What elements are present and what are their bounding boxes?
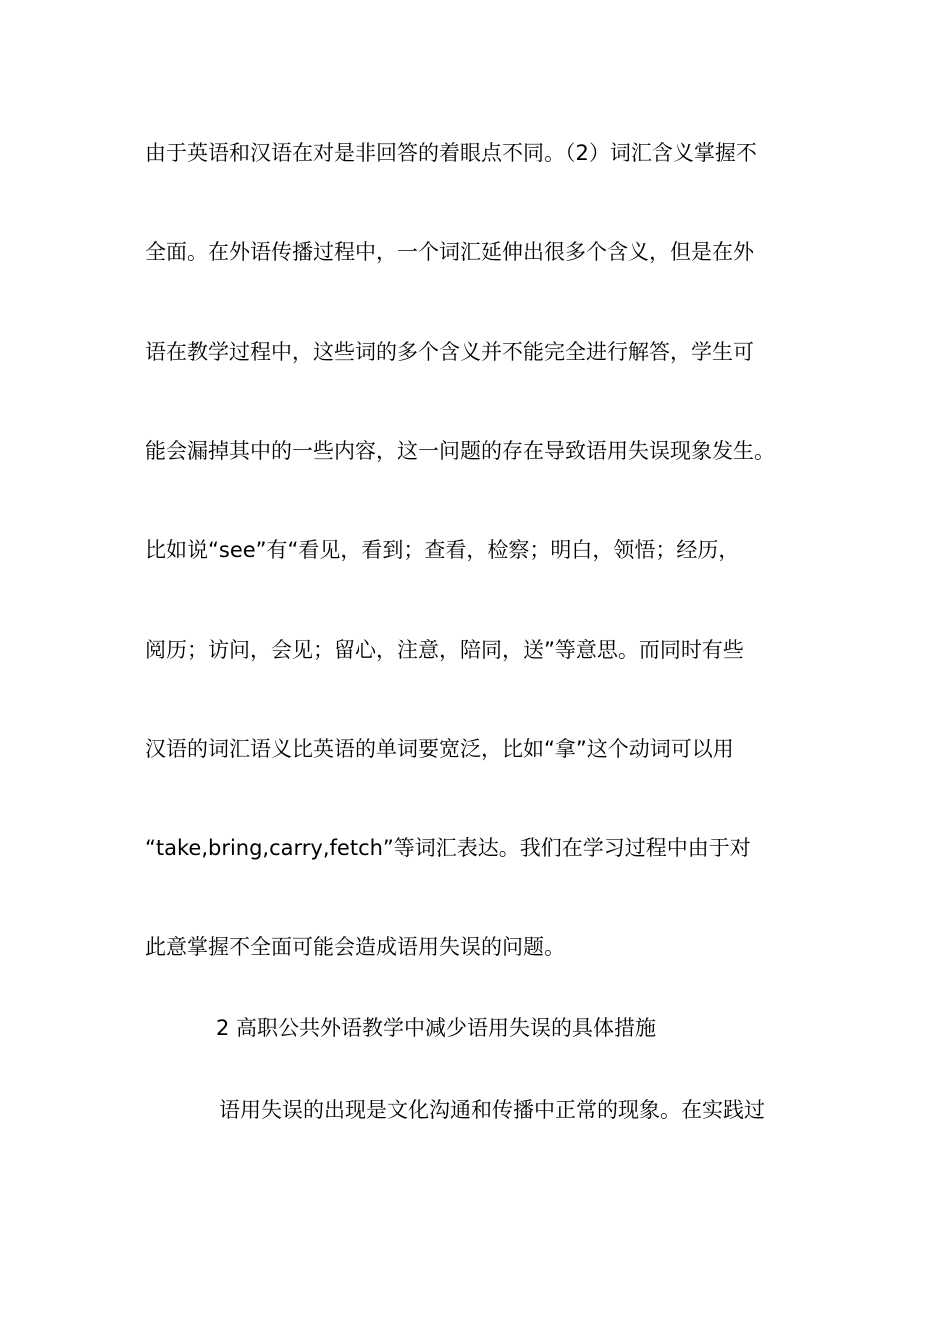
text-line: “take,bring,carry,fetch”等词汇表达。我们在学习过程中由于对 [145, 836, 751, 860]
section-heading: 2 高职公共外语教学中减少语用失误的具体措施 [216, 1016, 657, 1040]
text-line: 阅历；访问，会见；留心，注意，陪同，送”等意思。而同时有些 [145, 638, 744, 662]
text-line: 语用失误的出现是文化沟通和传播中正常的现象。在实践过 [219, 1098, 765, 1122]
text-line: 由于英语和汉语在对是非回答的着眼点不同。（2）词汇含义掌握不 [145, 141, 757, 165]
text-line: 语在教学过程中，这些词的多个含义并不能完全进行解答，学生可 [145, 340, 754, 364]
text-line: 此意掌握不全面可能会造成语用失误的问题。 [145, 935, 565, 959]
text-line: 全面。在外语传播过程中，一个词汇延伸出很多个含义，但是在外 [145, 240, 754, 264]
text-line: 汉语的词汇语义比英语的单词要宽泛，比如“拿”这个动词可以用 [145, 737, 734, 761]
text-line: 比如说“see”有“看见，看到；查看，检察；明白，领悟；经历， [145, 538, 740, 562]
text-line: 能会漏掉其中的一些内容，这一问题的存在导致语用失误现象发生。 [145, 439, 775, 463]
